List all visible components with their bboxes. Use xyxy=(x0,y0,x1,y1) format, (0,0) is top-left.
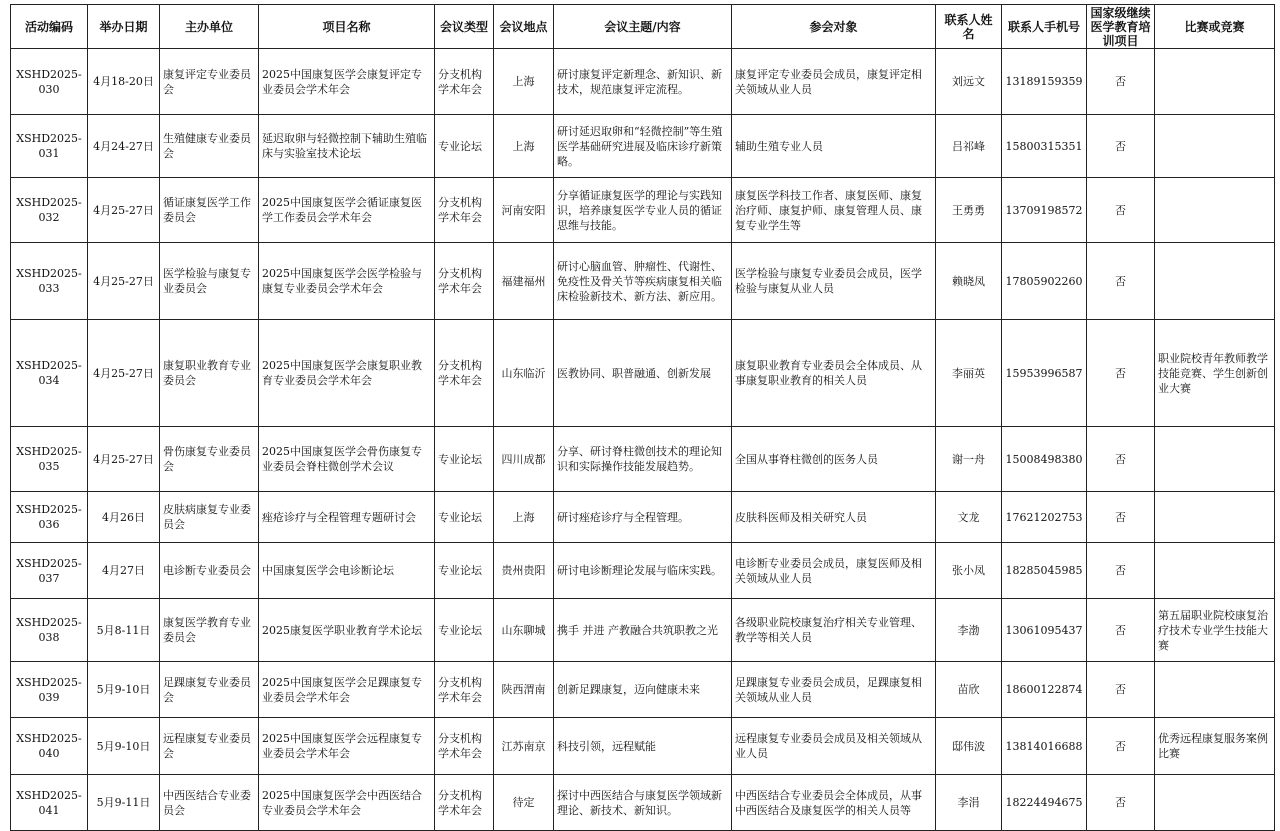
cell-contact: 邸伟波 xyxy=(936,718,1002,775)
header-national: 国家级继续医学教育培训项目 xyxy=(1087,5,1155,49)
table-row xyxy=(11,320,1275,427)
cell-theme: 分享、研讨脊柱微创技术的理论知识和实际操作技能发展趋势。 xyxy=(554,427,732,492)
table-row xyxy=(11,775,1275,831)
cell-contact: 李丽英 xyxy=(936,320,1002,427)
table-row xyxy=(11,427,1275,492)
cell-theme: 分享循证康复医学的理论与实践知识，培养康复医学专业人员的循证思维与技能。 xyxy=(554,178,732,243)
cell-contact: 赖晓凤 xyxy=(936,243,1002,320)
cell-date: 4月27日 xyxy=(88,543,160,599)
cell-contact: 谢一舟 xyxy=(936,427,1002,492)
cell-attendees: 各级职业院校康复治疗相关专业管理、教学等相关人员 xyxy=(732,599,936,662)
activity-table xyxy=(10,4,1275,831)
cell-type: 专业论坛 xyxy=(435,492,494,543)
cell-contact: 王勇勇 xyxy=(936,178,1002,243)
header-type: 会议类型 xyxy=(435,5,494,49)
table-row xyxy=(11,543,1275,599)
cell-national: 否 xyxy=(1087,543,1155,599)
cell-project: 2025康复医学职业教育学术论坛 xyxy=(259,599,435,662)
table-body xyxy=(11,49,1275,831)
cell-code: XSHD2025-030 xyxy=(11,49,88,115)
cell-code: XSHD2025-039 xyxy=(11,662,88,718)
cell-phone: 17621202753 xyxy=(1002,492,1087,543)
cell-type: 分支机构学术年会 xyxy=(435,775,494,831)
cell-code: XSHD2025-038 xyxy=(11,599,88,662)
header-contact: 联系人姓名 xyxy=(936,5,1002,49)
cell-place: 山东聊城 xyxy=(494,599,554,662)
cell-project: 2025中国康复医学会远程康复专业委员会学术年会 xyxy=(259,718,435,775)
cell-date: 4月25-27日 xyxy=(88,320,160,427)
cell-date: 4月25-27日 xyxy=(88,243,160,320)
cell-date: 4月24-27日 xyxy=(88,115,160,178)
cell-host: 电诊断专业委员会 xyxy=(160,543,259,599)
header-phone: 联系人手机号 xyxy=(1002,5,1087,49)
cell-project: 2025中国康复医学会足踝康复专业委员会学术年会 xyxy=(259,662,435,718)
cell-theme: 研讨痤疮诊疗与全程管理。 xyxy=(554,492,732,543)
cell-theme: 研讨延迟取卵和“轻微控制”等生殖医学基础研究进展及临床诊疗新策略。 xyxy=(554,115,732,178)
cell-attendees: 医学检验与康复专业委员会成员，医学检验与康复从业人员 xyxy=(732,243,936,320)
cell-competition: 职业院校青年教师教学技能竞赛、学生创新创业大赛 xyxy=(1155,320,1275,427)
cell-theme: 医教协同、职普融通、创新发展 xyxy=(554,320,732,427)
cell-host: 康复医学教育专业委员会 xyxy=(160,599,259,662)
cell-place: 四川成都 xyxy=(494,427,554,492)
cell-host: 足踝康复专业委员会 xyxy=(160,662,259,718)
cell-contact: 刘远文 xyxy=(936,49,1002,115)
cell-phone: 18600122874 xyxy=(1002,662,1087,718)
cell-code: XSHD2025-031 xyxy=(11,115,88,178)
cell-host: 康复职业教育专业委员会 xyxy=(160,320,259,427)
header-code: 活动编码 xyxy=(11,5,88,49)
cell-competition: 第五届职业院校康复治疗技术专业学生技能大赛 xyxy=(1155,599,1275,662)
cell-code: XSHD2025-041 xyxy=(11,775,88,831)
cell-attendees: 全国从事脊柱微创的医务人员 xyxy=(732,427,936,492)
cell-code: XSHD2025-040 xyxy=(11,718,88,775)
cell-code: XSHD2025-036 xyxy=(11,492,88,543)
table-row xyxy=(11,599,1275,662)
cell-project: 2025中国康复医学会医学检验与康复专业委员会学术年会 xyxy=(259,243,435,320)
cell-type: 分支机构学术年会 xyxy=(435,178,494,243)
header-project: 项目名称 xyxy=(259,5,435,49)
table-row xyxy=(11,178,1275,243)
cell-host: 生殖健康专业委员会 xyxy=(160,115,259,178)
cell-attendees: 足踝康复专业委员会成员，足踝康复相关领域从业人员 xyxy=(732,662,936,718)
cell-contact: 张小凤 xyxy=(936,543,1002,599)
cell-contact: 李涓 xyxy=(936,775,1002,831)
cell-project: 2025中国康复医学会康复职业教育专业委员会学术年会 xyxy=(259,320,435,427)
cell-competition xyxy=(1155,243,1275,320)
cell-competition xyxy=(1155,543,1275,599)
cell-date: 4月18-20日 xyxy=(88,49,160,115)
cell-type: 专业论坛 xyxy=(435,115,494,178)
cell-type: 专业论坛 xyxy=(435,427,494,492)
cell-code: XSHD2025-033 xyxy=(11,243,88,320)
cell-project: 2025中国康复医学会骨伤康复专业委员会脊柱微创学术会议 xyxy=(259,427,435,492)
cell-phone: 15953996587 xyxy=(1002,320,1087,427)
cell-code: XSHD2025-035 xyxy=(11,427,88,492)
cell-host: 中西医结合专业委员会 xyxy=(160,775,259,831)
cell-date: 4月26日 xyxy=(88,492,160,543)
cell-project: 2025中国康复医学会中西医结合专业委员会学术年会 xyxy=(259,775,435,831)
cell-phone: 15800315351 xyxy=(1002,115,1087,178)
cell-project: 2025中国康复医学会康复评定专业委员会学术年会 xyxy=(259,49,435,115)
cell-competition xyxy=(1155,492,1275,543)
cell-place: 上海 xyxy=(494,49,554,115)
table-row xyxy=(11,492,1275,543)
cell-competition: 优秀远程康复服务案例比赛 xyxy=(1155,718,1275,775)
cell-phone: 15008498380 xyxy=(1002,427,1087,492)
cell-national: 否 xyxy=(1087,178,1155,243)
header-attendees: 参会对象 xyxy=(732,5,936,49)
cell-contact: 苗欣 xyxy=(936,662,1002,718)
cell-national: 否 xyxy=(1087,115,1155,178)
cell-date: 5月9-10日 xyxy=(88,662,160,718)
cell-national: 否 xyxy=(1087,320,1155,427)
cell-phone: 13709198572 xyxy=(1002,178,1087,243)
cell-theme: 研讨电诊断理论发展与临床实践。 xyxy=(554,543,732,599)
cell-attendees: 远程康复专业委员会成员及相关领域从业人员 xyxy=(732,718,936,775)
cell-attendees: 辅助生殖专业人员 xyxy=(732,115,936,178)
cell-type: 分支机构学术年会 xyxy=(435,49,494,115)
cell-national: 否 xyxy=(1087,662,1155,718)
cell-theme: 携手 并进 产教融合共筑职教之光 xyxy=(554,599,732,662)
cell-host: 远程康复专业委员会 xyxy=(160,718,259,775)
cell-competition xyxy=(1155,427,1275,492)
cell-place: 山东临沂 xyxy=(494,320,554,427)
cell-project: 痤疮诊疗与全程管理专题研讨会 xyxy=(259,492,435,543)
cell-host: 皮肤病康复专业委员会 xyxy=(160,492,259,543)
cell-date: 5月9-11日 xyxy=(88,775,160,831)
cell-place: 上海 xyxy=(494,115,554,178)
cell-date: 5月8-11日 xyxy=(88,599,160,662)
cell-national: 否 xyxy=(1087,599,1155,662)
cell-project: 2025中国康复医学会循证康复医学工作委员会学术年会 xyxy=(259,178,435,243)
cell-contact: 吕祁峰 xyxy=(936,115,1002,178)
cell-type: 专业论坛 xyxy=(435,599,494,662)
cell-host: 循证康复医学工作委员会 xyxy=(160,178,259,243)
table-row xyxy=(11,115,1275,178)
cell-place: 江苏南京 xyxy=(494,718,554,775)
cell-host: 医学检验与康复专业委员会 xyxy=(160,243,259,320)
cell-theme: 探讨中西医结合与康复医学领域新理论、新技术、新知识。 xyxy=(554,775,732,831)
cell-national: 否 xyxy=(1087,775,1155,831)
cell-national: 否 xyxy=(1087,243,1155,320)
cell-date: 5月9-10日 xyxy=(88,718,160,775)
cell-date: 4月25-27日 xyxy=(88,178,160,243)
cell-attendees: 康复职业教育专业委员会全体成员、从事康复职业教育的相关人员 xyxy=(732,320,936,427)
cell-national: 否 xyxy=(1087,49,1155,115)
cell-national: 否 xyxy=(1087,492,1155,543)
cell-contact: 文龙 xyxy=(936,492,1002,543)
table-row xyxy=(11,49,1275,115)
cell-place: 上海 xyxy=(494,492,554,543)
cell-phone: 17805902260 xyxy=(1002,243,1087,320)
cell-place: 福建福州 xyxy=(494,243,554,320)
cell-theme: 创新足踝康复，迈向健康未来 xyxy=(554,662,732,718)
cell-competition xyxy=(1155,115,1275,178)
cell-project: 中国康复医学会电诊断论坛 xyxy=(259,543,435,599)
header-place: 会议地点 xyxy=(494,5,554,49)
cell-code: XSHD2025-034 xyxy=(11,320,88,427)
table-row xyxy=(11,662,1275,718)
cell-place: 河南安阳 xyxy=(494,178,554,243)
cell-competition xyxy=(1155,775,1275,831)
cell-phone: 13189159359 xyxy=(1002,49,1087,115)
cell-place: 贵州贵阳 xyxy=(494,543,554,599)
cell-competition xyxy=(1155,49,1275,115)
cell-theme: 研讨心脑血管、肿瘤性、代谢性、免疫性及骨关节等疾病康复相关临床检验新技术、新方法、新应用。 xyxy=(554,243,732,320)
cell-project: 延迟取卵与轻微控制下辅助生殖临床与实验室技术论坛 xyxy=(259,115,435,178)
cell-code: XSHD2025-037 xyxy=(11,543,88,599)
cell-host: 康复评定专业委员会 xyxy=(160,49,259,115)
header-theme: 会议主题/内容 xyxy=(554,5,732,49)
cell-type: 专业论坛 xyxy=(435,543,494,599)
header-host: 主办单位 xyxy=(160,5,259,49)
cell-code: XSHD2025-032 xyxy=(11,178,88,243)
cell-phone: 13814016688 xyxy=(1002,718,1087,775)
cell-attendees: 电诊断专业委员会成员，康复医师及相关领域从业人员 xyxy=(732,543,936,599)
cell-contact: 李渤 xyxy=(936,599,1002,662)
cell-attendees: 康复医学科技工作者、康复医师、康复治疗师、康复护师、康复管理人员、康复专业学生等 xyxy=(732,178,936,243)
cell-competition xyxy=(1155,662,1275,718)
cell-national: 否 xyxy=(1087,718,1155,775)
cell-competition xyxy=(1155,178,1275,243)
table-row xyxy=(11,243,1275,320)
cell-national: 否 xyxy=(1087,427,1155,492)
header-date: 举办日期 xyxy=(88,5,160,49)
cell-place: 陕西渭南 xyxy=(494,662,554,718)
cell-theme: 科技引领，远程赋能 xyxy=(554,718,732,775)
cell-type: 分支机构学术年会 xyxy=(435,243,494,320)
cell-date: 4月25-27日 xyxy=(88,427,160,492)
cell-type: 分支机构学术年会 xyxy=(435,662,494,718)
cell-host: 骨伤康复专业委员会 xyxy=(160,427,259,492)
cell-phone: 18224494675 xyxy=(1002,775,1087,831)
cell-phone: 18285045985 xyxy=(1002,543,1087,599)
cell-attendees: 康复评定专业委员会成员，康复评定相关领域从业人员 xyxy=(732,49,936,115)
cell-place: 待定 xyxy=(494,775,554,831)
cell-theme: 研讨康复评定新理念、新知识、新技术，规范康复评定流程。 xyxy=(554,49,732,115)
header-competition: 比赛或竞赛 xyxy=(1155,5,1275,49)
table-row xyxy=(11,718,1275,775)
header-row xyxy=(11,5,1275,49)
cell-type: 分支机构学术年会 xyxy=(435,320,494,427)
cell-attendees: 中西医结合专业委员会全体成员，从事中西医结合及康复医学的相关人员等 xyxy=(732,775,936,831)
cell-phone: 13061095437 xyxy=(1002,599,1087,662)
cell-type: 分支机构学术年会 xyxy=(435,718,494,775)
cell-attendees: 皮肤科医师及相关研究人员 xyxy=(732,492,936,543)
